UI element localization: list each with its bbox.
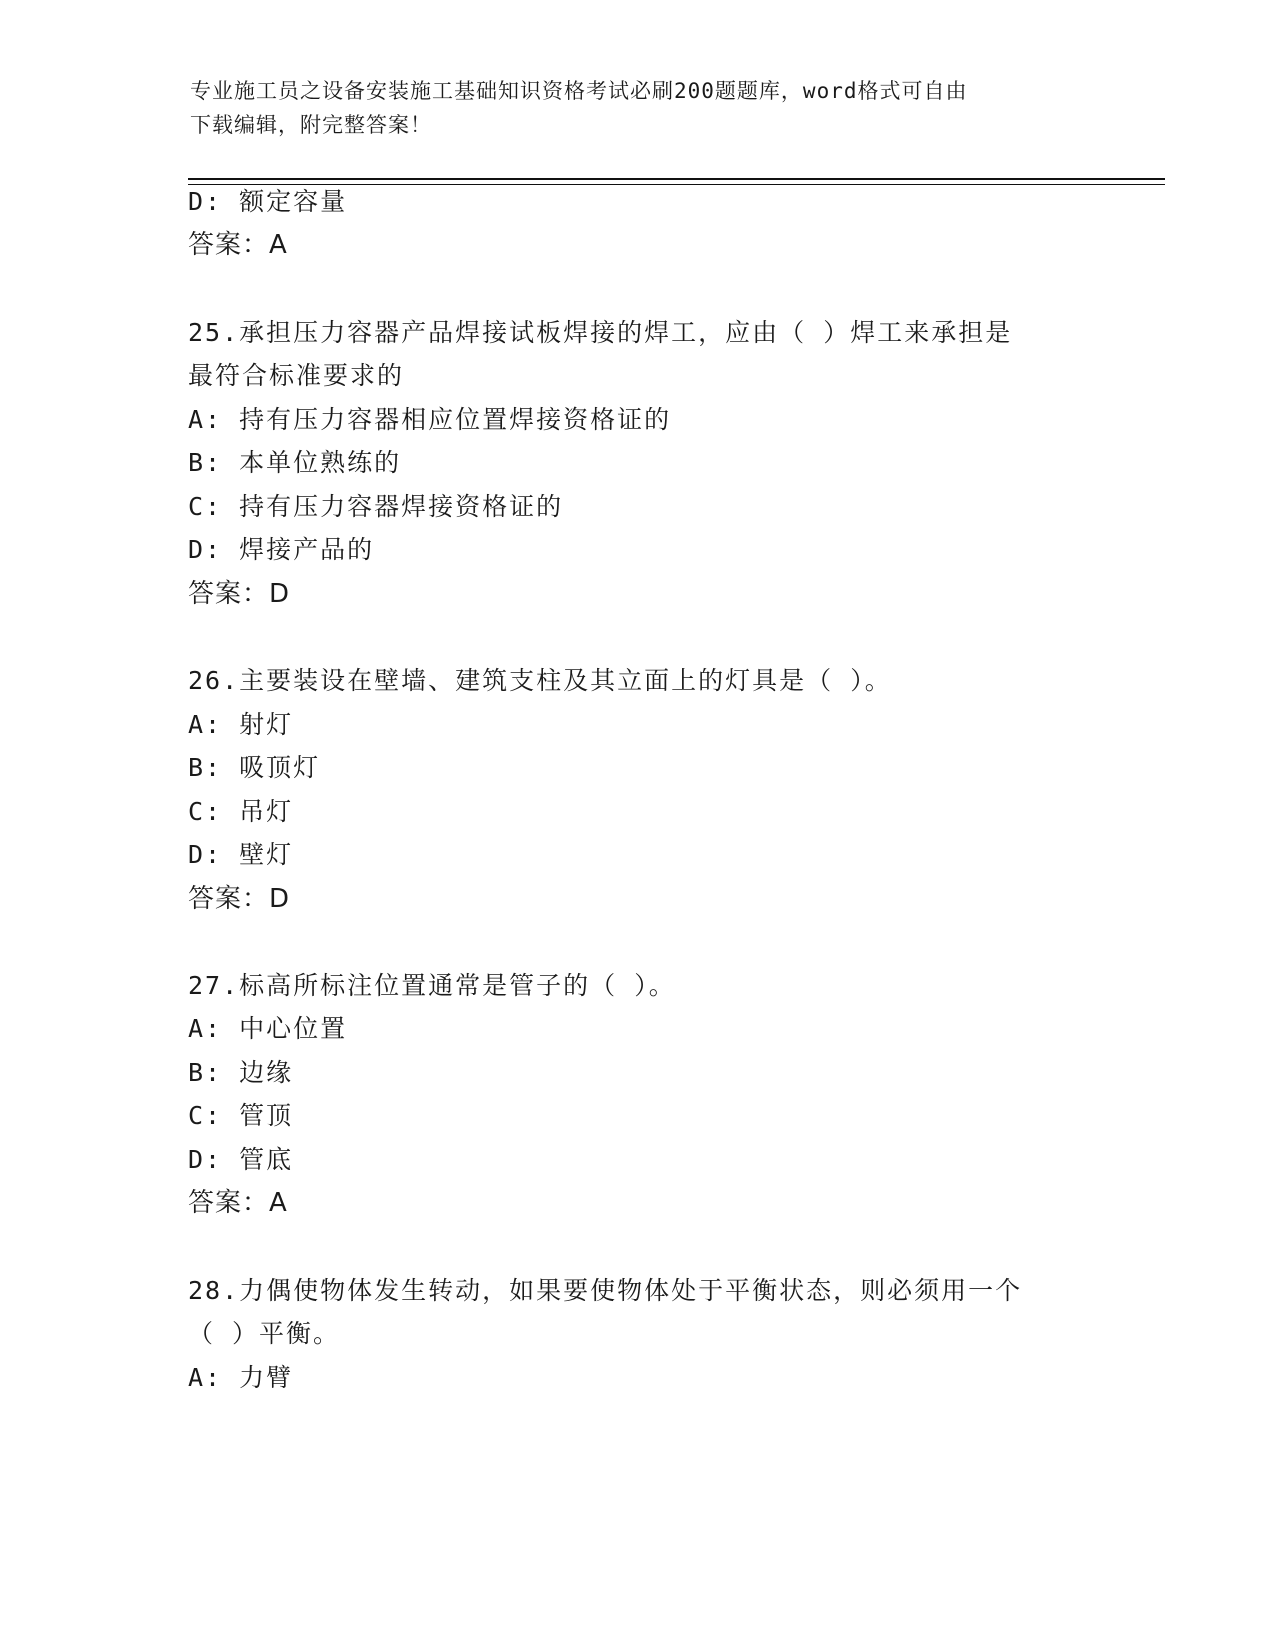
- q26-option-b: B: 吸顶灯: [188, 753, 321, 782]
- q28-stem-line-1: 28.力偶使物体发生转动，如果要使物体处于平衡状态，则必须用一个: [188, 1276, 1023, 1305]
- prev-answer: 答案：A: [188, 230, 288, 260]
- q26-option-d: D: 壁灯: [188, 840, 294, 869]
- q25-stem-line-1: 25.承担压力容器产品焊接试板焊接的焊工，应由（ ）焊工来承担是: [188, 318, 1013, 347]
- q26-option-a: A: 射灯: [188, 710, 294, 739]
- header-line-1: 专业施工员之设备安装施工基础知识资格考试必刷200题题库，word格式可自由: [190, 79, 968, 103]
- header-line-2: 下载编辑，附完整答案！: [190, 113, 432, 137]
- q25-option-c: C: 持有压力容器焊接资格证的: [188, 492, 564, 521]
- q28-option-a: A: 力臂: [188, 1363, 294, 1392]
- q25-answer: 答案：D: [188, 579, 291, 609]
- q27-option-d: D: 管底: [188, 1145, 294, 1174]
- header-rule-thick: [188, 178, 1165, 180]
- q27-answer: 答案：A: [188, 1188, 288, 1218]
- q25-option-d: D: 焊接产品的: [188, 535, 375, 564]
- q27-option-c: C: 管顶: [188, 1101, 294, 1130]
- q25-stem-line-2: 最符合标准要求的: [188, 361, 405, 390]
- q28-stem-line-2: （ ）平衡。: [188, 1319, 341, 1348]
- q27-option-a: A: 中心位置: [188, 1014, 348, 1043]
- prev-option-d: D: 额定容量: [188, 187, 348, 216]
- header-rule-thin: [188, 184, 1165, 185]
- document-header: [190, 74, 1090, 142]
- q25-option-b: B: 本单位熟练的: [188, 448, 402, 477]
- q26-answer: 答案：D: [188, 884, 291, 914]
- q25-option-a: A: 持有压力容器相应位置焊接资格证的: [188, 405, 672, 434]
- q27-stem-line-1: 27.标高所标注位置通常是管子的（ ）。: [188, 971, 676, 1000]
- q26-option-c: C: 吊灯: [188, 797, 294, 826]
- q26-stem-line-1: 26.主要装设在壁墙、建筑支柱及其立面上的灯具是（ ）。: [188, 666, 892, 695]
- q27-option-b: B: 边缘: [188, 1058, 294, 1087]
